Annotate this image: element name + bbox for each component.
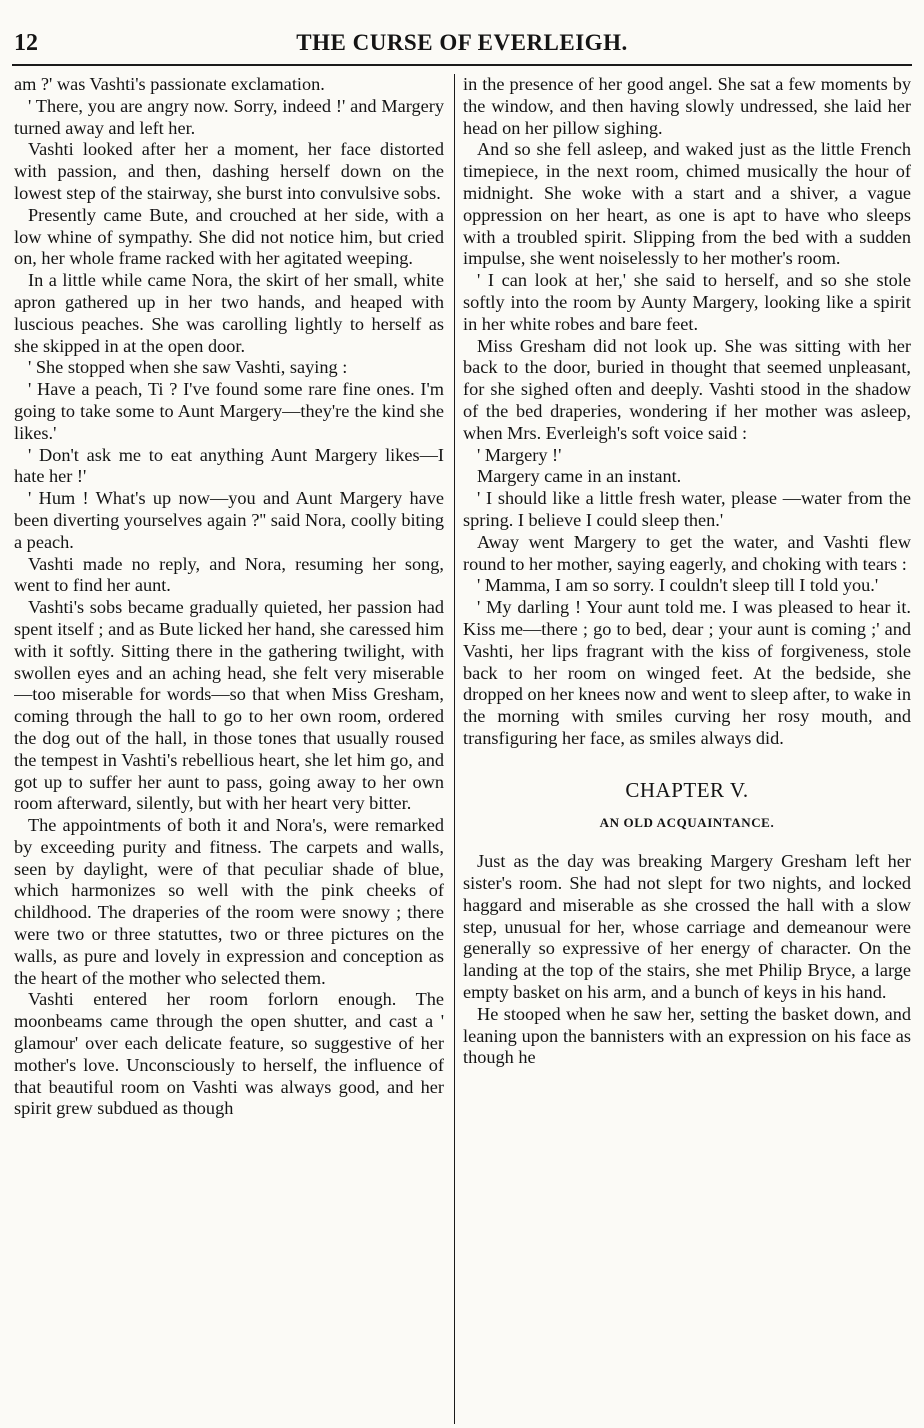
paragraph: ' I should like a little fresh water, please —water from the spring. I believe I could sleep then.' <box>463 488 911 530</box>
paragraph: in the presence of her good angel. She sat a few moments by the window, and then having slowly undressed, she laid her head on her pillow sighing. <box>463 74 911 138</box>
paragraph: Miss Gresham did not look up. She was sitting with her back to the door, buried in thought that seemed unpleasant, for she sighed often and deeply. Vashti stood in the shadow of the bed draperies, wondering if her mother was asleep, when Mrs. Everleigh's soft voice said : <box>463 335 911 443</box>
paragraph: ' Have a peach, Ti ? I've found some rare fine ones. I'm going to take some to Aunt Margery—they're the kind she likes.' <box>14 379 444 443</box>
paragraph: ' Don't ask me to eat anything Aunt Margery likes—I hate her !' <box>14 444 444 487</box>
column-divider <box>454 74 455 1424</box>
paragraph: Vashti's sobs became gradually quieted, her passion had spent itself ; and as Bute licked her hand, she caressed him with it softly. Sitting there in the gathering twilight, with swollen eyes and an aching head, she felt very miserable—too miserable for words—so that when Miss Gresham, coming through the hall to go to her own room, ordered the dog out of the hall, in those tones that usually roused the tempest in Vashti's rebellious heart, she let him go, and got up to suffer her aunt to pass, going away to her own room afterward, silently, but with her heart very bitter. <box>14 597 444 814</box>
right-column <box>463 74 911 1424</box>
running-title: THE CURSE OF EVERLEIGH. <box>296 30 628 55</box>
paragraph: Vashti looked after her a moment, her face distorted with passion, and then, dashing herself down on the lowest step of the stairway, she burst into convulsive sobs. <box>14 139 444 203</box>
paragraph: ' There, you are angry now. Sorry, indeed !' and Margery turned away and left her. <box>14 95 444 138</box>
paragraph: ' My darling ! Your aunt told me. I was pleased to hear it. Kiss me—there ; go to bed, dear ; your aunt is coming ;' and Vashti, her lips fragrant with the kiss of forgiveness, stole back to her room on winged feet. At the bedside, she dropped on her knees now and went to sleep after, to wake in the morning with smiles curving her rosy mouth, and transfiguring her face, as smiles always did. <box>463 597 911 748</box>
paragraph: Margery came in an instant. <box>477 466 682 487</box>
left-column <box>14 74 444 1424</box>
page-number: 12 <box>14 30 38 56</box>
paragraph: ' I can look at her,' she said to herself, and so she stole softly into the room by Aunty Margery, looking like a spirit in her white robes and bare feet. <box>463 270 911 334</box>
paragraph: Just as the day was breaking Margery Gresham left her sister's room. She had not slept for two nights, and locked haggard and miserable as she crossed the hall with a slow step, unusual for her, whose carriage and demeanour were generally so expressive of her energy of character. On the landing at the top of the stairs, she met Philip Bryce, a large empty basket on his arm, and a bunch of keys in his hand. <box>463 851 911 1003</box>
paragraph: The appointments of both it and Nora's, were remarked by exceeding purity and fitness. The carpets and walls, seen by daylight, were of that peculiar shade of blue, which harmonizes so well with the pink cheeks of childhood. The draperies of the room were snowy ; there were two or three statuttes, two or three pictures on the walls, as pure and lovely in expression and conception as the heart of the mother who selected them. <box>14 815 444 988</box>
paragraph: am ?' was Vashti's passionate exclamation. <box>14 74 325 94</box>
chapter-subtitle: AN OLD ACQUAINTANCE. <box>599 814 775 830</box>
paragraph: He stooped when he saw her, setting the basket down, and leaning upon the bannisters with an expression on his face as though he <box>463 1003 911 1068</box>
paragraph: Presently came Bute, and crouched at her side, with a low whine of sympathy. She did not notice him, but cried on, her whole frame racked with her agitated weeping. <box>14 204 444 269</box>
paragraph: In a little while came Nora, the skirt of her small, white apron gathered up in her two hands, and heaped with luscious peaches. She was carolling lightly to herself as she skipped in at the open door. <box>14 270 444 356</box>
paragraph: Vashti entered her room forlorn enough. The moonbeams came through the open shutter, and cast a ' glamour' over each delicate feature, so suggestive of her mother's love. Unconsciously to herself, the influence of that beautiful room on Vashti was always good, and her spirit grew subdued as though <box>14 989 444 1119</box>
paragraph: ' Mamma, I am so sorry. I couldn't sleep till I told you.' <box>477 575 879 596</box>
chapter-title: CHAPTER V. <box>625 777 749 802</box>
paragraph: ' She stopped when she saw Vashti, saying : <box>28 357 348 378</box>
header-rule <box>12 64 912 66</box>
page-header <box>12 26 912 60</box>
paragraph: ' Hum ! What's up now—you and Aunt Margery have been diverting yourselves again ?'' said Nora, coolly biting a peach. <box>14 488 444 552</box>
paragraph: Away went Margery to get the water, and Vashti flew round to her mother, saying eagerly, and choking with tears : <box>463 531 911 574</box>
paragraph: ' Margery !' <box>477 444 562 465</box>
paragraph: Vashti made no reply, and Nora, resuming her song, went to find her aunt. <box>14 553 444 596</box>
paragraph: And so she fell asleep, and waked just as the little French timepiece, in the next room, chimed musically the hour of midnight. She woke with a start and a shiver, a vague oppression on her heart, as one is apt to have who sleeps with a troubled spirit. Slipping from the bed with a sudden impulse, she went noiselessly to her mother's room. <box>463 139 911 269</box>
